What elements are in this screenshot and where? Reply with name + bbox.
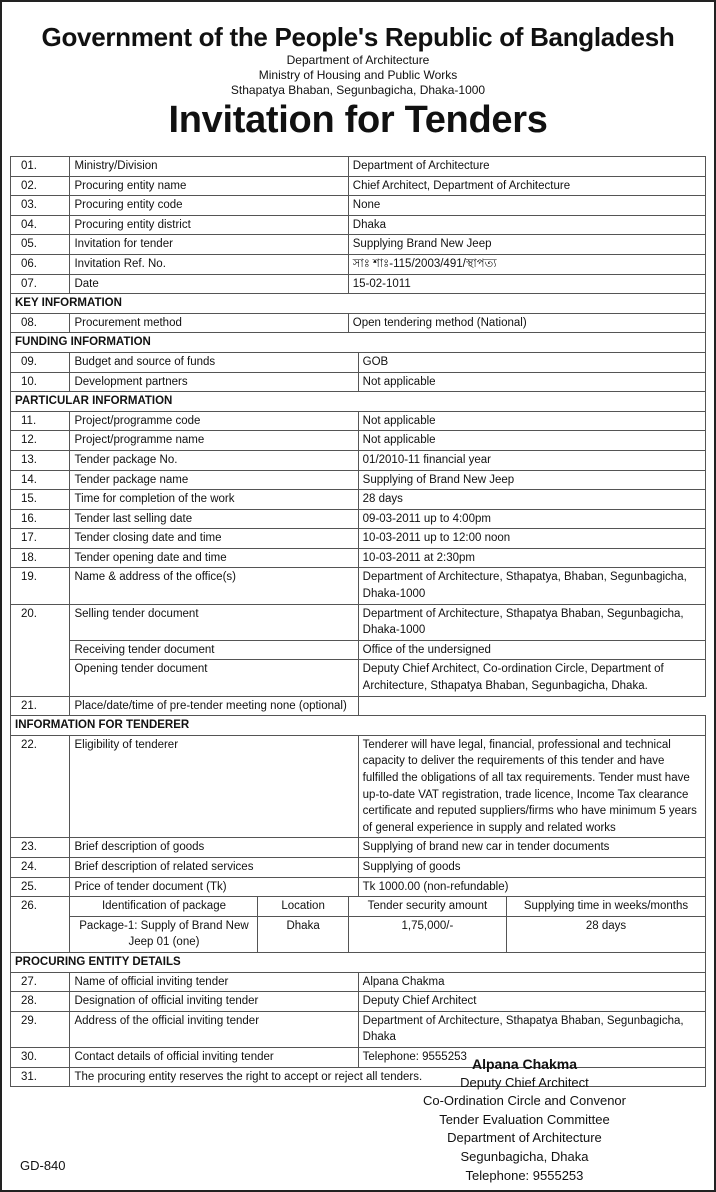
package-header-row: 26. Identification of package Location Tender security amount Supplying time in weeks/months <box>11 897 706 917</box>
table-row: 29. Address of the official inviting tender Department of Architecture, Sthapatya Bhaban, Segunbagicha, Dhaka <box>11 1011 706 1047</box>
package-row: Package-1: Supply of Brand New Jeep 01 (one) Dhaka 1,75,000/- 28 days <box>11 916 706 952</box>
table-row: 03. Procuring entity code None <box>11 196 706 216</box>
table-row: 24. Brief description of related services Supplying of goods <box>11 857 706 877</box>
government-title: Government of the People's Republic of Bangladesh <box>41 22 675 52</box>
tender-table <box>10 156 706 1087</box>
signature-block <box>423 1055 626 1185</box>
footer-code: GD-840 <box>20 1158 66 1173</box>
table-row: 08. Procurement method Open tendering method (National) <box>11 313 706 333</box>
table-row: 25. Price of tender document (Tk) Tk 1000.00 (non-refundable) <box>11 877 706 897</box>
table-row: 27. Name of official inviting tender Alpana Chakma <box>11 972 706 992</box>
table-row: 22. Eligibility of tenderer Tenderer will have legal, financial, professional and technical capacity to deliver the requirements of this tender and have fulfilled the obligations of all tax requirements. Tender must have up-to-date VAT registration, trade licence, Income Tax clearance certificate and reputed suppliers/firms who have minimum 5 years of general experience in supply and related works <box>11 735 706 838</box>
section-header: PARTICULAR INFORMATION <box>11 392 706 412</box>
table-row: 28. Designation of official inviting tender Deputy Chief Architect <box>11 992 706 1012</box>
section-header: INFORMATION FOR TENDERER <box>11 716 706 736</box>
table-row: 09. Budget and source of funds GOB <box>11 352 706 372</box>
table-row: Receiving tender document Office of the undersigned <box>11 640 706 660</box>
signatory-department: Department of Architecture <box>447 1130 602 1146</box>
table-row: 20. Selling tender document Department of Architecture, Sthapatya Bhaban, Segunbagicha, Dhaka-1000 <box>11 604 706 640</box>
header <box>2 2 714 141</box>
table-row: 19. Name & address of the office(s) Department of Architecture, Sthapatya, Bhaban, Segunbagicha, Dhaka-1000 <box>11 568 706 604</box>
section-header: FUNDING INFORMATION <box>11 333 706 353</box>
section-header: PROCURING ENTITY DETAILS <box>11 952 706 972</box>
table-row: 10. Development partners Not applicable <box>11 372 706 392</box>
table-row: 14. Tender package name Supplying of Brand New Jeep <box>11 470 706 490</box>
table-row: Opening tender document Deputy Chief Architect, Co-ordination Circle, Department of Architecture, Sthapatya Bhaban, Segunbagicha, Dhaka. <box>11 660 706 696</box>
table-row: 15. Time for completion of the work 28 days <box>11 490 706 510</box>
table-row: 18. Tender opening date and time 10-03-2011 at 2:30pm <box>11 548 706 568</box>
table-row: 02. Procuring entity name Chief Architect, Department of Architecture <box>11 176 706 196</box>
signatory-telephone: Telephone: 9555253 <box>465 1167 584 1183</box>
table-row: 16. Tender last selling date 09-03-2011 up to 4:00pm <box>11 509 706 529</box>
signatory-name: Alpana Chakma <box>471 1056 577 1072</box>
signatory-committee: Tender Evaluation Committee <box>439 1111 610 1127</box>
table-row: 21. Place/date/time of pre-tender meeting none (optional) <box>11 696 706 716</box>
section-header: KEY INFORMATION <box>11 294 706 314</box>
department-line: Department of Architecture <box>286 53 430 67</box>
table-row: 05. Invitation for tender Supplying Brand New Jeep <box>11 235 706 255</box>
table-row: 11. Project/programme code Not applicable <box>11 411 706 431</box>
signatory-location: Segunbagicha, Dhaka <box>460 1148 589 1164</box>
table-row: 13. Tender package No. 01/2010-11 financial year <box>11 450 706 470</box>
table-row: 31. The procuring entity reserves the right to accept or reject all tenders. <box>11 1067 706 1087</box>
table-row: 06. Invitation Ref. No. সাঃ শাঃ-115/2003/491/স্থাপত্য <box>11 254 706 274</box>
page-title: Invitation for Tenders <box>168 99 548 141</box>
table-row: 04. Procuring entity district Dhaka <box>11 215 706 235</box>
table-row: 07. Date 15-02-1011 <box>11 274 706 294</box>
address-line: Sthapatya Bhaban, Segunbagicha, Dhaka-1000 <box>230 83 486 97</box>
table-row: 01. Ministry/Division Department of Architecture <box>11 157 706 177</box>
table-row: 12. Project/programme name Not applicable <box>11 431 706 451</box>
table-row: 30. Contact details of official inviting tender Telephone: 9555253 <box>11 1047 706 1067</box>
signatory-designation: Deputy Chief Architect <box>460 1074 589 1090</box>
table-row: 23. Brief description of goods Supplying of brand new car in tender documents <box>11 838 706 858</box>
table-row: 17. Tender closing date and time 10-03-2011 up to 12:00 noon <box>11 529 706 549</box>
ministry-line: Ministry of Housing and Public Works <box>258 68 458 82</box>
signatory-role: Co-Ordination Circle and Convenor <box>422 1093 626 1109</box>
